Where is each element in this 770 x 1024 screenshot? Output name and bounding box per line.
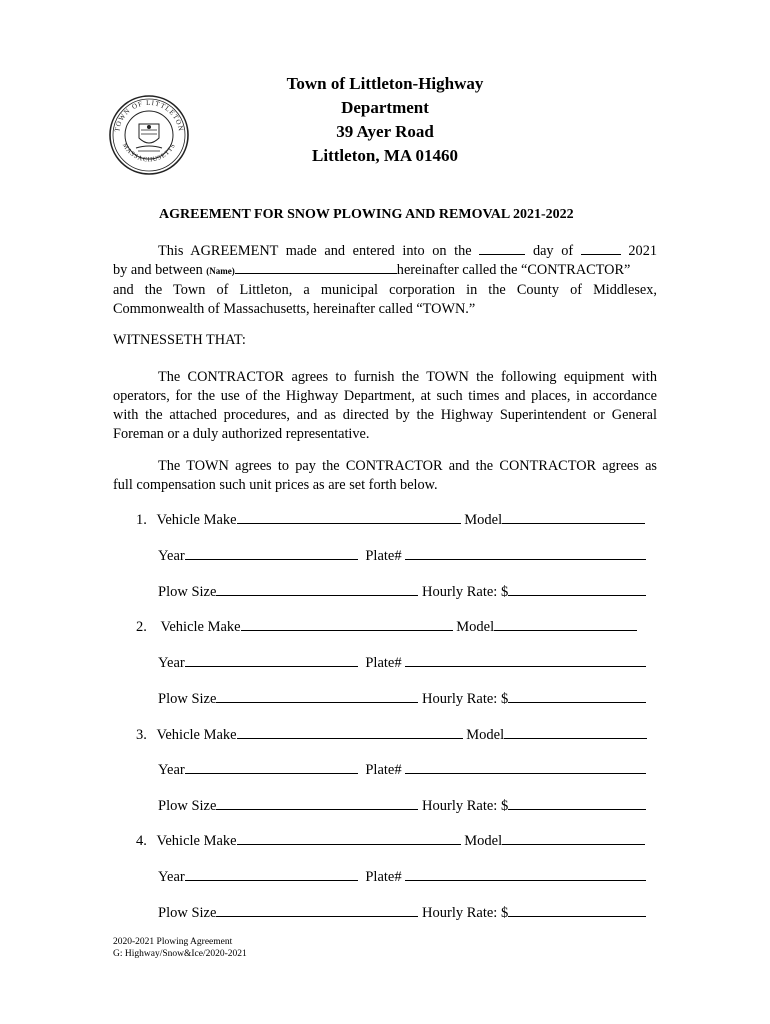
vehicle-1-plow-row bbox=[158, 582, 646, 601]
model-label: Model bbox=[466, 727, 505, 743]
intro-year: 2021 bbox=[628, 243, 657, 259]
intro-text-1: This AGREEMENT made and entered into on the bbox=[158, 243, 472, 259]
witnesseth-heading: WITNESSETH THAT: bbox=[113, 332, 246, 348]
name-label: (Name) bbox=[206, 266, 235, 276]
vehicle-make-label: Vehicle Make bbox=[160, 619, 241, 635]
model-blank[interactable] bbox=[504, 725, 647, 739]
hourly-rate-blank[interactable] bbox=[508, 903, 646, 917]
plow-size-label: Plow Size bbox=[158, 905, 217, 921]
hourly-rate-label: Hourly Rate: $ bbox=[422, 691, 509, 707]
plow-size-blank[interactable] bbox=[216, 582, 418, 596]
vehicle-make-blank[interactable] bbox=[237, 831, 461, 845]
year-blank[interactable] bbox=[185, 653, 358, 667]
svg-text:TOWN OF LITTLETON: TOWN OF LITTLETON bbox=[113, 98, 185, 133]
hourly-rate-blank[interactable] bbox=[508, 796, 646, 810]
footer-line-2: G: Highway/Snow&Ice/2020-2021 bbox=[113, 949, 247, 959]
plate-blank[interactable] bbox=[405, 653, 646, 667]
vehicle-2-year-row bbox=[158, 653, 646, 672]
vehicle-number: 2. bbox=[136, 619, 147, 635]
day-blank[interactable] bbox=[479, 242, 525, 255]
plate-blank[interactable] bbox=[405, 546, 646, 560]
vehicle-4-make-row bbox=[136, 831, 645, 850]
agreement-title: AGREEMENT FOR SNOW PLOWING AND REMOVAL 2021-2022 bbox=[159, 207, 574, 222]
plate-label: Plate# bbox=[365, 762, 402, 778]
intro-text-2: day of bbox=[532, 243, 574, 259]
vehicle-1-make-row bbox=[136, 510, 645, 529]
year-blank[interactable] bbox=[185, 760, 358, 774]
hourly-rate-blank[interactable] bbox=[508, 582, 646, 596]
vehicle-number: 1. bbox=[136, 512, 147, 528]
plow-size-label: Plow Size bbox=[158, 584, 217, 600]
header-line-4: Littleton, MA 01460 bbox=[312, 146, 458, 165]
footer-line-1: 2020-2021 Plowing Agreement bbox=[113, 937, 233, 947]
model-blank[interactable] bbox=[494, 617, 637, 631]
para2-line-3: with the attached procedures, and as directed by the Highway Superintendent or General bbox=[113, 407, 657, 423]
vehicle-1-year-row bbox=[158, 546, 646, 565]
intro-text-6: Commonwealth of Massachusetts, hereinafter called “TOWN.” bbox=[113, 301, 476, 317]
plow-size-label: Plow Size bbox=[158, 798, 217, 814]
vehicle-make-label: Vehicle Make bbox=[156, 727, 237, 743]
model-label: Model bbox=[456, 619, 495, 635]
vehicle-4-plow-row bbox=[158, 903, 646, 922]
vehicle-make-blank[interactable] bbox=[237, 725, 463, 739]
plow-size-blank[interactable] bbox=[216, 689, 418, 703]
vehicle-number: 4. bbox=[136, 833, 147, 849]
plate-label: Plate# bbox=[365, 655, 402, 671]
para2-line-4: Foreman or a duly authorized representative. bbox=[113, 426, 370, 442]
plate-label: Plate# bbox=[365, 548, 402, 564]
month-blank[interactable] bbox=[581, 242, 621, 255]
svg-text:MASSACHUSETTS: MASSACHUSETTS bbox=[120, 142, 178, 164]
intro-text-4: hereinafter called the “CONTRACTOR” bbox=[396, 262, 631, 278]
header-line-1: Town of Littleton-Highway bbox=[286, 74, 484, 93]
intro-paragraph bbox=[113, 242, 657, 319]
para3-line-1: The TOWN agrees to pay the CONTRACTOR and the CONTRACTOR agrees as bbox=[158, 458, 657, 474]
para3-line-2: full compensation such unit prices as are set forth below. bbox=[113, 477, 438, 493]
para2-line-1: The CONTRACTOR agrees to furnish the TOWN the following equipment with bbox=[158, 369, 657, 385]
year-label: Year bbox=[158, 869, 185, 885]
vehicle-3-plow-row bbox=[158, 796, 646, 815]
vehicle-make-blank[interactable] bbox=[241, 617, 453, 631]
vehicle-make-label: Vehicle Make bbox=[156, 512, 237, 528]
vehicle-make-blank[interactable] bbox=[237, 510, 461, 524]
header-line-2: Department bbox=[341, 98, 429, 117]
letterhead bbox=[230, 72, 540, 168]
hourly-rate-label: Hourly Rate: $ bbox=[422, 905, 509, 921]
plow-size-blank[interactable] bbox=[216, 903, 418, 917]
year-blank[interactable] bbox=[185, 546, 358, 560]
plate-blank[interactable] bbox=[405, 867, 646, 881]
intro-text-3: by and between bbox=[113, 262, 203, 278]
vehicle-2-plow-row bbox=[158, 689, 646, 708]
plow-size-label: Plow Size bbox=[158, 691, 217, 707]
vehicle-4-year-row bbox=[158, 867, 646, 886]
vehicle-make-label: Vehicle Make bbox=[156, 833, 237, 849]
town-seal-logo bbox=[108, 94, 190, 176]
year-label: Year bbox=[158, 762, 185, 778]
vehicle-number: 3. bbox=[136, 727, 147, 743]
model-label: Model bbox=[464, 833, 503, 849]
year-label: Year bbox=[158, 655, 185, 671]
hourly-rate-label: Hourly Rate: $ bbox=[422, 584, 509, 600]
vehicle-3-year-row bbox=[158, 760, 646, 779]
contractor-name-blank[interactable] bbox=[235, 261, 397, 274]
model-label: Model bbox=[464, 512, 503, 528]
plow-size-blank[interactable] bbox=[216, 796, 418, 810]
model-blank[interactable] bbox=[502, 831, 645, 845]
hourly-rate-label: Hourly Rate: $ bbox=[422, 798, 509, 814]
year-label: Year bbox=[158, 548, 185, 564]
equipment-paragraph bbox=[113, 368, 657, 444]
vehicle-2-make-row bbox=[136, 617, 637, 636]
para2-line-2: operators, for the use of the Highway Department, at such times and places, in accordance bbox=[113, 388, 657, 404]
model-blank[interactable] bbox=[502, 510, 645, 524]
header-line-3: 39 Ayer Road bbox=[336, 122, 434, 141]
vehicle-3-make-row bbox=[136, 725, 647, 744]
hourly-rate-blank[interactable] bbox=[508, 689, 646, 703]
plate-blank[interactable] bbox=[405, 760, 646, 774]
document-footer bbox=[113, 936, 247, 960]
intro-text-5: and the Town of Littleton, a municipal corporation in the County of Middlesex, bbox=[113, 282, 657, 298]
plate-label: Plate# bbox=[365, 869, 402, 885]
compensation-paragraph bbox=[113, 457, 657, 495]
year-blank[interactable] bbox=[185, 867, 358, 881]
